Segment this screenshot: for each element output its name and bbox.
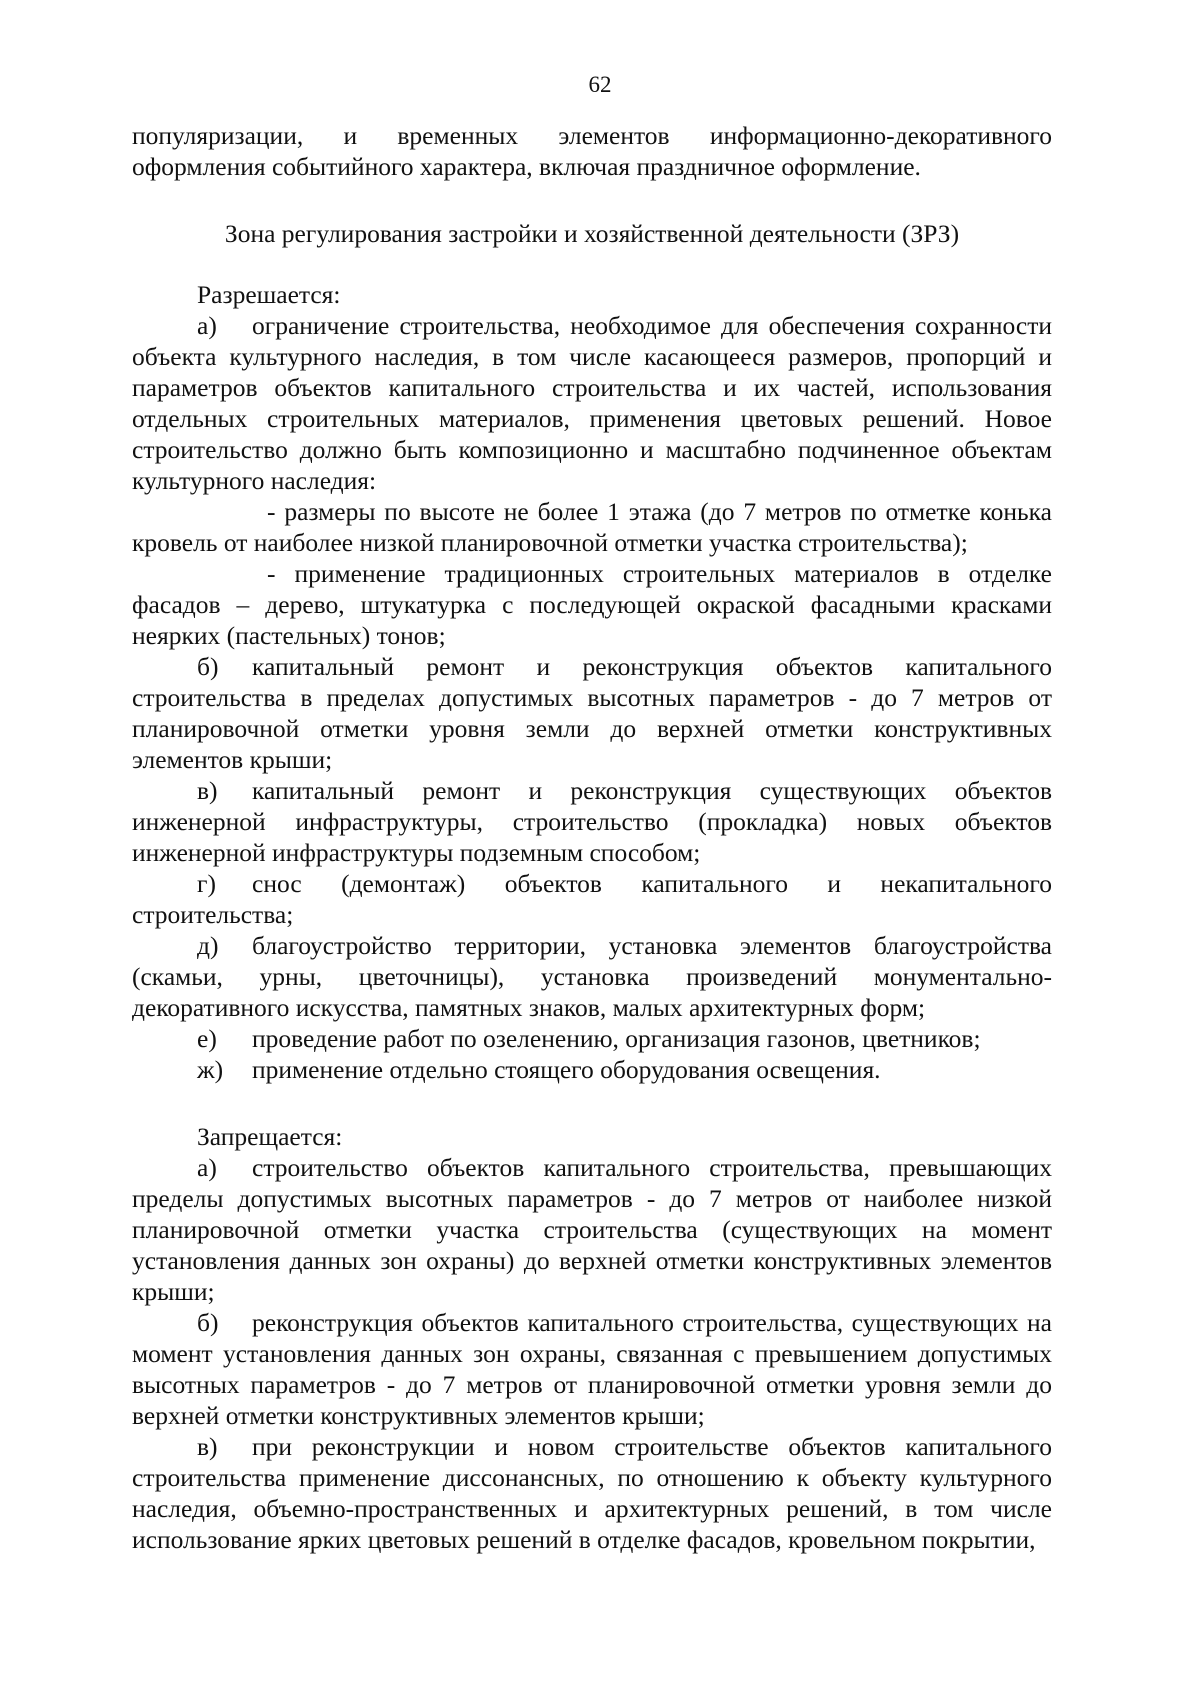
allowed-dash-item: - размеры по высоте не более 1 этажа (до 7 метров по отметке конька кровель от наиболее низкой планировочной отметки участка строительства);: [132, 497, 1052, 557]
list-item-text: благоустройство территории, установка элементов благоустройства (скамьи, урны, цветочницы), установка произведений монументально-декоративного искусства, памятных знаков, малых архитектурных форм;: [132, 931, 1052, 1022]
allowed-title: Разрешается:: [197, 280, 341, 309]
list-item-text: применение отдельно стоящего оборудования освещения.: [252, 1055, 881, 1084]
list-item-text: реконструкция объектов капитального строительства, существующих на момент установления данных зон охраны, связанная с превышением допустимых высотных параметров - до 7 метров от планировочной отметки уровня земли до верхней отметки конструктивных элементов крыши;: [132, 1308, 1052, 1430]
list-item-text: строительство объектов капитального строительства, превышающих пределы допустимых высотных параметров - до 7 метров от наиболее низкой планировочной отметки участка строительства (существующих на момент установления данных зон охраны) до верхней отметки конструктивных элементов крыши;: [132, 1153, 1052, 1306]
allowed-item-g: [132, 868, 1052, 930]
list-item-text: капитальный ремонт и реконструкция объектов капитального строительства в пределах допустимых высотных параметров - до 7 метров от планировочной отметки уровня земли до верхней отметки конструктивных элементов крыши;: [132, 652, 1052, 774]
list-item-text: капитальный ремонт и реконструкция существующих объектов инженерной инфраструктуры, строительство (прокладка) новых объектов инженерной инфраструктуры подземным способом;: [132, 776, 1052, 867]
prohibited-title: Запрещается:: [197, 1122, 343, 1151]
intro-paragraph: популяризации, и временных элементов информационно-декоративного оформления событийного характера, включая праздничное оформление.: [132, 121, 1052, 181]
section-spacer: [132, 1085, 1052, 1121]
allowed-item-d: [132, 930, 1052, 1023]
list-marker: а): [197, 1153, 217, 1182]
list-item-text: ограничение строительства, необходимое для обеспечения сохранности объекта культурного наследия, в том числе касающееся размеров, пропорций и параметров объектов капитального строительства и их частей, использования отдельных строительных материалов, применения цветовых решений. Новое строительство должно быть композиционно и масштабно подчиненное объектам культурного наследия:: [132, 311, 1052, 495]
prohibited-item-a: [132, 1152, 1052, 1307]
list-marker: ж): [197, 1055, 224, 1084]
allowed-dash-item: - применение традиционных строительных материалов в отделке фасадов – дерево, штукатурка с последующей окраской фасадными красками неярких (пастельных) тонов;: [132, 559, 1052, 650]
allowed-item-e: [132, 1023, 1052, 1054]
list-item-text: при реконструкции и новом строительстве объектов капитального строительства применение диссонансных, по отношению к объекту культурного наследия, объемно-пространственных и архитектурных решений, в том числе использование ярких цветовых решений в отделке фасадов, кровельном покрытии,: [132, 1432, 1052, 1554]
prohibited-item-v: [132, 1431, 1052, 1555]
document-body: [132, 120, 1052, 1555]
list-marker: б): [197, 1308, 219, 1337]
list-marker: е): [197, 1024, 217, 1053]
allowed-item-a: [132, 310, 1052, 496]
list-marker: д): [197, 931, 219, 960]
list-marker: г): [197, 869, 216, 898]
list-marker: а): [197, 311, 217, 340]
list-marker: в): [197, 1432, 218, 1461]
zone-heading: Зона регулирования застройки и хозяйственной деятельности (ЗРЗ): [224, 219, 960, 248]
list-item-text: проведение работ по озеленению, организация газонов, цветников;: [252, 1024, 981, 1053]
allowed-item-zh: [132, 1054, 1052, 1085]
page-number: 62: [588, 72, 612, 97]
list-marker: в): [197, 776, 218, 805]
list-item-text: снос (демонтаж) объектов капитального и некапитального строительства;: [132, 869, 1052, 929]
prohibited-item-b: [132, 1307, 1052, 1431]
allowed-section: [132, 279, 1052, 1085]
list-marker: б): [197, 652, 219, 681]
prohibited-section: [132, 1121, 1052, 1555]
allowed-item-v: [132, 775, 1052, 868]
allowed-item-b: [132, 651, 1052, 775]
